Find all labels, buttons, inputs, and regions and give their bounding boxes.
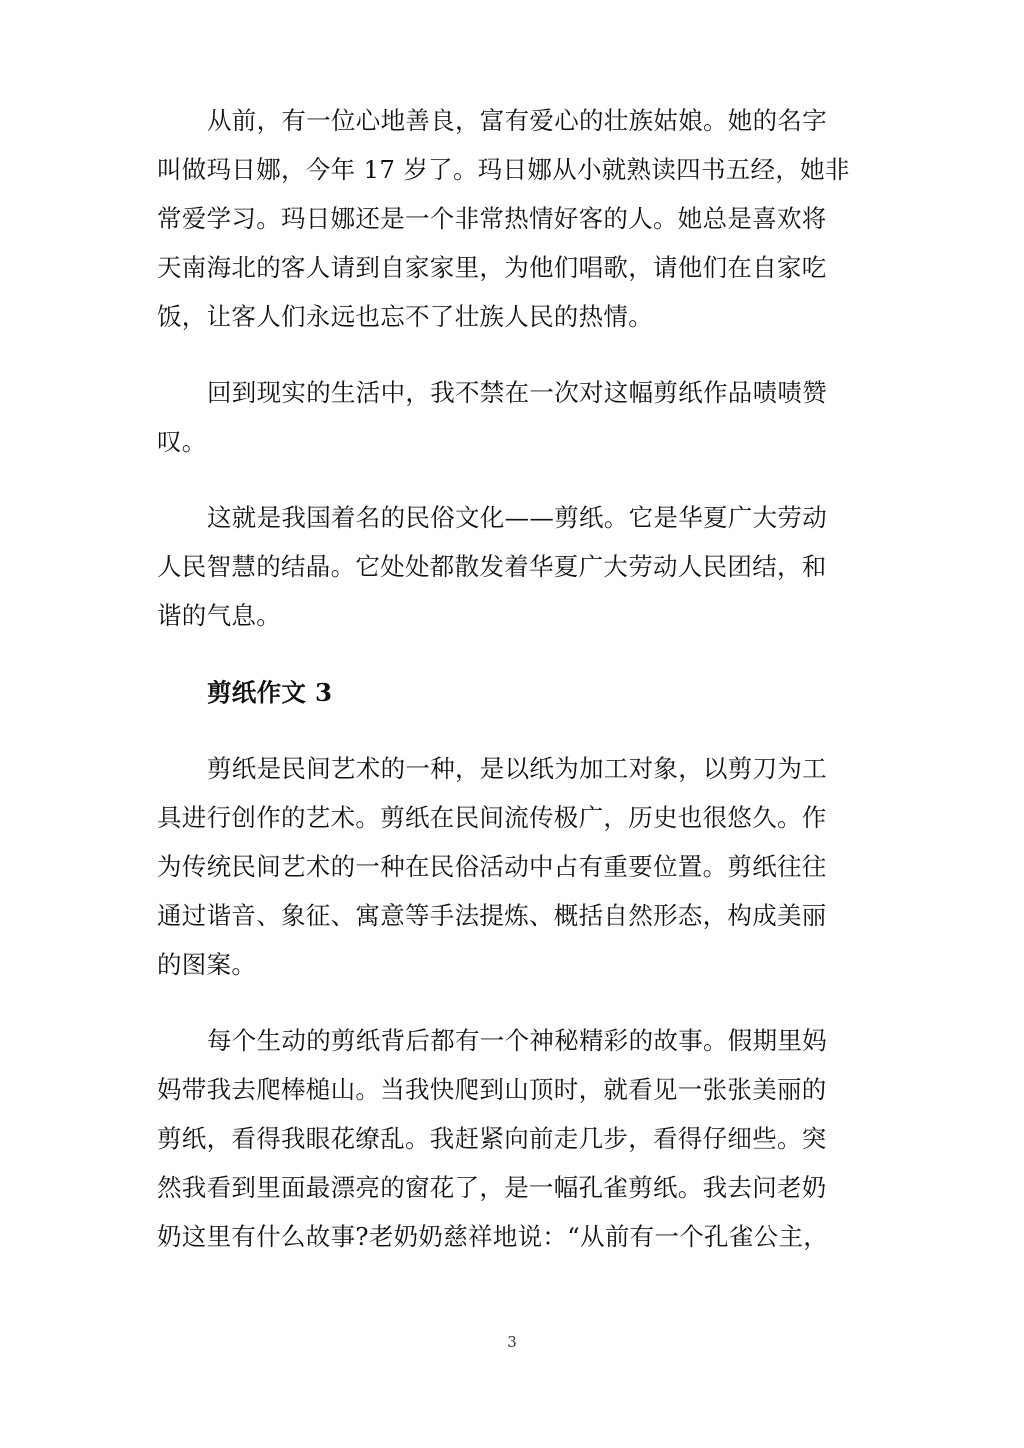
paragraph-2-line-2: 叹。: [157, 427, 207, 456]
paragraph-5-line-5: 奶这里有什么故事?老奶奶慈祥地说：“从前有一个孔雀公主，: [157, 1222, 829, 1251]
paragraph-4-line-3: 为传统民间艺术的一种在民俗活动中占有重要位置。剪纸往往: [157, 852, 827, 881]
paragraph-1-line-1: 从前，有一位心地善良，富有爱心的壮族姑娘。她的名字: [207, 106, 827, 135]
paragraph-1-line-4: 天南海北的客人请到自家家里，为他们唱歌，请他们在自家吃: [157, 253, 827, 282]
paragraph-1-line-3: 常爱学习。玛日娜还是一个非常热情好客的人。她总是喜欢将: [157, 204, 827, 233]
paragraph-1-line-5: 饭，让客人们永远也忘不了壮族人民的热情。: [157, 302, 653, 331]
paragraph-3-line-2: 人民智慧的结晶。它处处都散发着华夏广大劳动人民团结，和: [157, 552, 827, 581]
paragraph-5-line-3: 剪纸，看得我眼花缭乱。我赶紧向前走几步，看得仔细些。突: [157, 1124, 827, 1153]
paragraph-5-line-4: 然我看到里面最漂亮的窗花了，是一幅孔雀剪纸。我去问老奶: [157, 1173, 827, 1202]
paragraph-3-line-1: 这就是我国着名的民俗文化——剪纸。它是华夏广大劳动: [207, 503, 827, 532]
page-number: 3: [507, 1333, 517, 1351]
paragraph-5-line-1: 每个生动的剪纸背后都有一个神秘精彩的故事。假期里妈: [207, 1026, 827, 1055]
paragraph-5-line-2: 妈带我去爬棒槌山。当我快爬到山顶时，就看见一张张美丽的: [157, 1075, 827, 1104]
paragraph-4-line-2: 具进行创作的艺术。剪纸在民间流传极广，历史也很悠久。作: [157, 803, 827, 832]
paragraph-4-line-1: 剪纸是民间艺术的一种，是以纸为加工对象，以剪刀为工: [207, 754, 827, 783]
paragraph-3-line-3: 谐的气息。: [157, 601, 281, 630]
paragraph-2-line-1: 回到现实的生活中，我不禁在一次对这幅剪纸作品啧啧赞: [207, 378, 827, 407]
paragraph-4-line-4: 通过谐音、象征、寓意等手法提炼、概括自然形态，构成美丽: [157, 901, 827, 930]
paragraph-4-line-5: 的图案。: [157, 950, 257, 979]
section-heading: 剪纸作文 3: [207, 678, 333, 707]
paragraph-1-line-2: 叫做玛日娜，今年 17 岁了。玛日娜从小就熟读四书五经，她非: [157, 155, 850, 184]
